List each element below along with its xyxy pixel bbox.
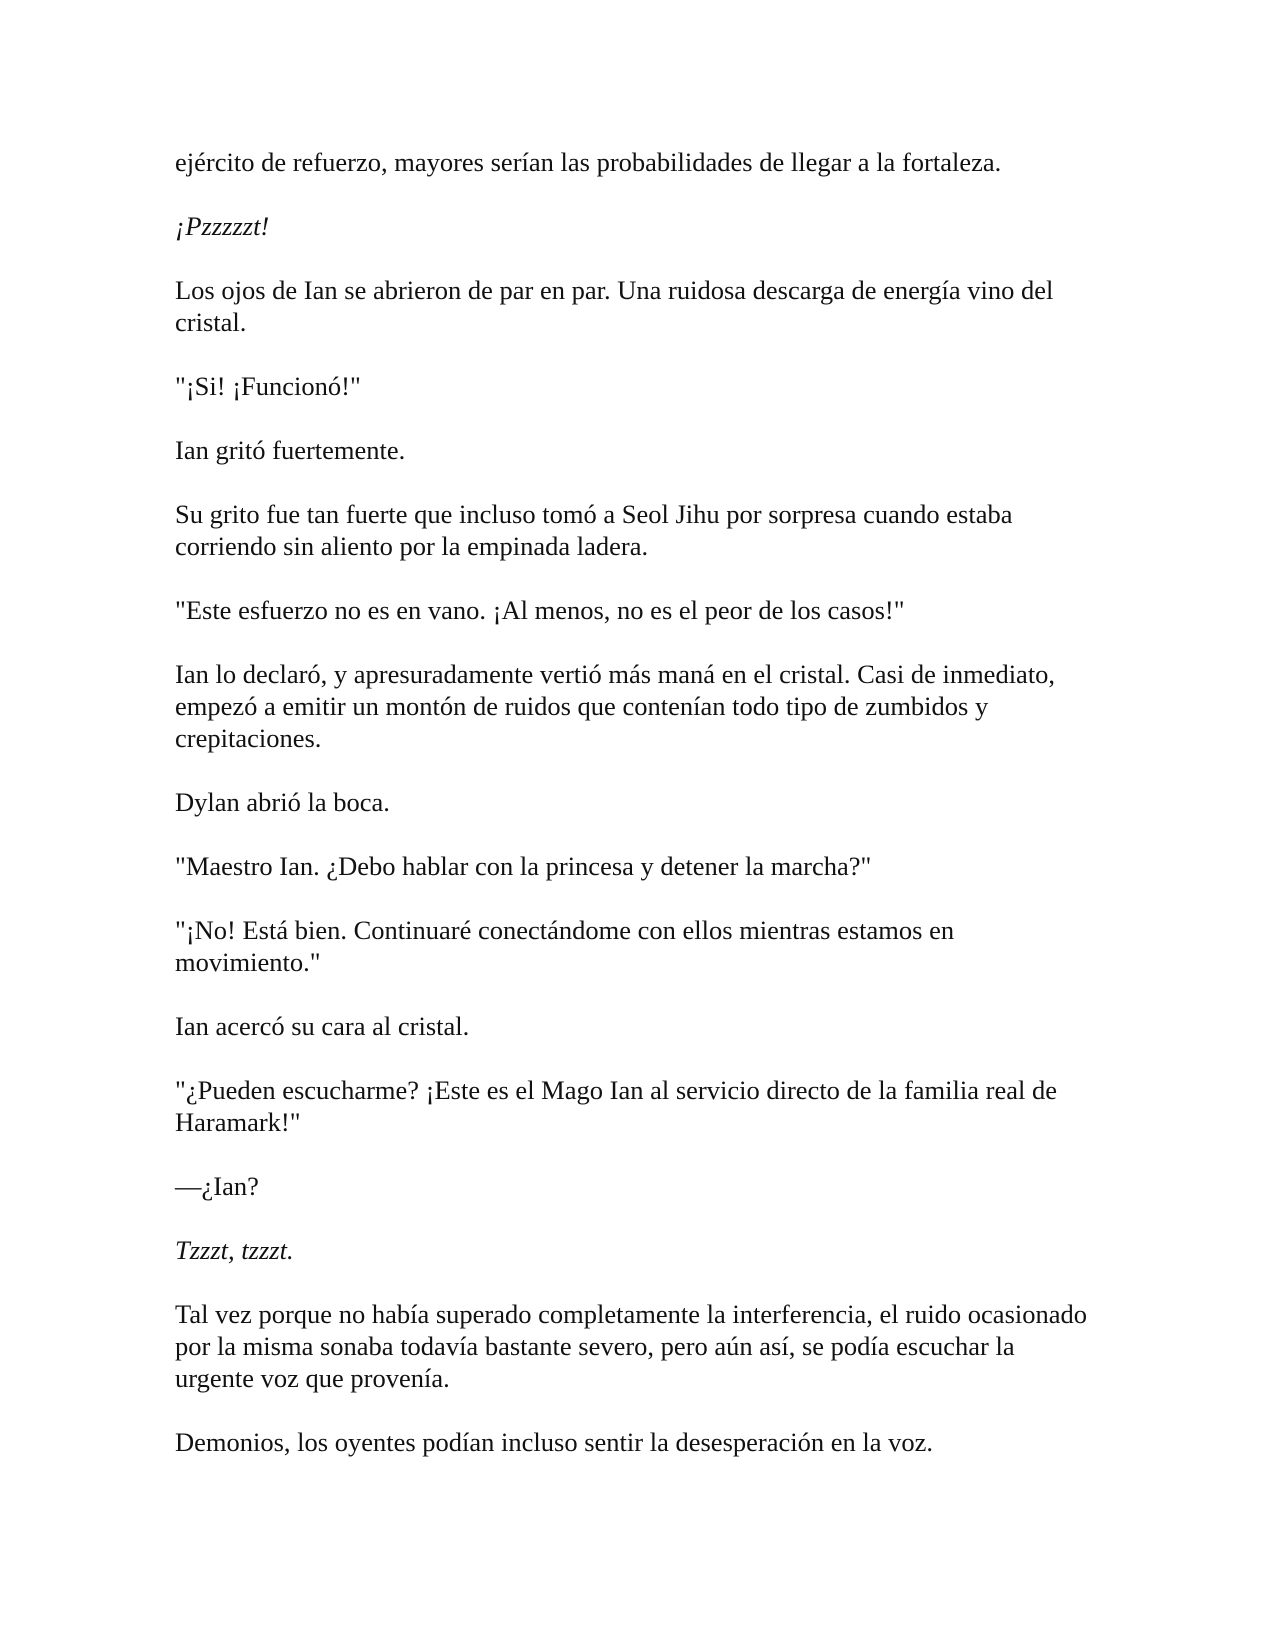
paragraph: Ian lo declaró, y apresuradamente vertió más maná en el cristal. Casi de inmediato, empezó a emitir un montón de ruidos que contenían todo tipo de zumbidos y crepitaciones. xyxy=(175,659,1056,753)
paragraph-dialogue: "¡Si! ¡Funcionó!" xyxy=(175,371,361,401)
paragraph: Dylan abrió la boca. xyxy=(175,787,390,817)
paragraph: Tal vez porque no había superado completamente la interferencia, el ruido ocasionado por la misma sonaba todavía bastante severo, pero aún así, se podía escuchar la urgente voz que provenía. xyxy=(175,1299,1088,1393)
paragraph-dialogue: "Maestro Ian. ¿Debo hablar con la princesa y detener la marcha?" xyxy=(175,851,872,881)
paragraph-dialogue: "Este esfuerzo no es en vano. ¡Al menos, no es el peor de los casos!" xyxy=(175,595,905,625)
paragraph: Los ojos de Ian se abrieron de par en par. Una ruidosa descarga de energía vino del cristal. xyxy=(175,275,1054,337)
paragraph: ejército de refuerzo, mayores serían las probabilidades de llegar a la fortaleza. xyxy=(175,147,1002,177)
paragraph: Demonios, los oyentes podían incluso sentir la desesperación en la voz. xyxy=(175,1427,934,1457)
paragraph-dialogue: —¿Ian? xyxy=(175,1171,259,1201)
paragraph: Ian gritó fuertemente. xyxy=(175,435,406,465)
paragraph: Su grito fue tan fuerte que incluso tomó a Seol Jihu por sorpresa cuando estaba corriendo sin aliento por la empinada ladera. xyxy=(175,499,1013,561)
paragraph-italic-sound: Tzzzt, tzzzt. xyxy=(175,1235,294,1265)
paragraph: Ian acercó su cara al cristal. xyxy=(175,1011,470,1041)
paragraph-italic-sound: ¡Pzzzzzt! xyxy=(175,211,270,241)
document-body xyxy=(175,146,1090,1490)
paragraph-dialogue: "¿Pueden escucharme? ¡Este es el Mago Ian al servicio directo de la familia real de Haramark!" xyxy=(175,1075,1057,1137)
paragraph-dialogue: "¡No! Está bien. Continuaré conectándome con ellos mientras estamos en movimiento." xyxy=(175,915,955,977)
